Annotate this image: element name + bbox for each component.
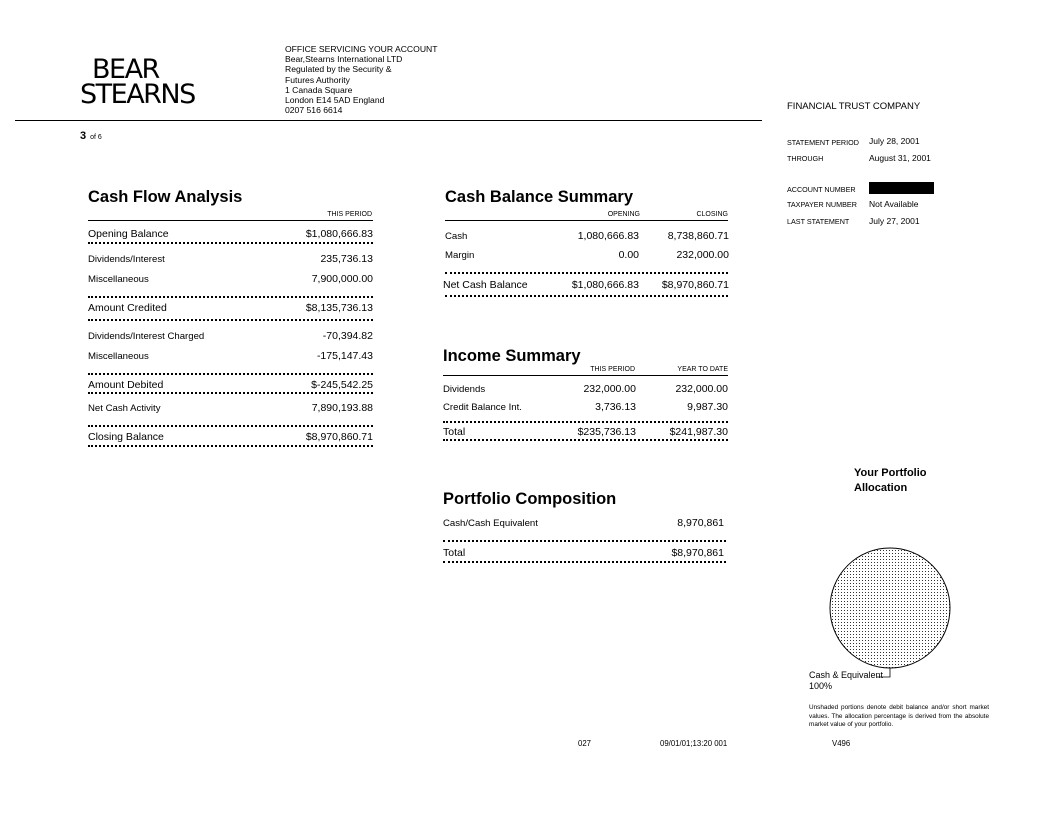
- cash-flow-row-label: Miscellaneous: [88, 351, 149, 362]
- dotted-rule: [88, 425, 373, 427]
- taxpayer-number-value: Not Available: [869, 199, 919, 209]
- cash-balance-opening: $1,080,666.83: [571, 279, 639, 291]
- cash-flow-rule: [88, 220, 373, 221]
- dotted-rule: [88, 319, 373, 321]
- dotted-rule: [88, 445, 373, 447]
- dotted-rule: [443, 421, 728, 423]
- portfolio-title: Portfolio Composition: [443, 490, 617, 508]
- account-number-label: ACCOUNT NUMBER: [787, 185, 856, 194]
- page-number-value: 3: [80, 130, 87, 142]
- cash-balance-closing: 232,000.00: [676, 249, 729, 261]
- allocation-title: [854, 466, 927, 496]
- office-line: OFFICE SERVICING YOUR ACCOUNT: [285, 44, 438, 54]
- office-line: 1 Canada Square: [285, 84, 353, 95]
- cash-flow-row-label: Dividends/Interest: [88, 254, 165, 265]
- office-address: [285, 44, 465, 115]
- office-line: London E14 5AD England: [285, 95, 385, 106]
- portfolio-row-label: Total: [443, 547, 466, 559]
- cash-flow-row-label: Opening Balance: [88, 228, 169, 240]
- cash-flow-title: Cash Flow Analysis: [88, 188, 243, 206]
- page-number: [80, 130, 102, 142]
- dotted-rule: [88, 392, 373, 394]
- through-value: August 31, 2001: [869, 153, 931, 163]
- cash-balance-closing: 8,738,860.71: [667, 230, 729, 242]
- allocation-title-line2: Allocation: [854, 482, 908, 494]
- col-closing: CLOSING: [696, 211, 728, 218]
- footer-timestamp: 09/01/01;13:20 001: [660, 739, 728, 748]
- dotted-rule: [443, 439, 728, 441]
- income-row-label: Total: [443, 426, 466, 438]
- cash-flow-col-header: THIS PERIOD: [327, 211, 372, 218]
- office-line: 0207 516 6614: [285, 105, 343, 116]
- logo-line-2: STEARNS: [80, 79, 195, 110]
- portfolio-row-value: $8,970,861: [671, 547, 724, 559]
- income-title: Income Summary: [443, 347, 581, 365]
- income-period: $235,736.13: [577, 426, 636, 438]
- logo-line-1: BEAR: [92, 54, 159, 85]
- footer-form-code: V496: [832, 739, 851, 748]
- cash-balance-row-label: Margin: [445, 250, 475, 261]
- pie-slice-cash-equivalent: [830, 548, 950, 668]
- cash-flow-row-label: Amount Credited: [88, 302, 167, 314]
- dotted-rule: [88, 373, 373, 375]
- page-of: of 6: [90, 134, 102, 141]
- statement-period-value: July 28, 2001: [869, 136, 920, 146]
- cash-flow-row-label: Net Cash Activity: [88, 403, 161, 414]
- income-period: 3,736.13: [595, 401, 636, 413]
- cash-flow-row-value: -70,394.82: [322, 330, 373, 342]
- bear-stearns-logo: [80, 54, 195, 110]
- cash-flow-row-label: Dividends/Interest Charged: [88, 331, 205, 342]
- cash-flow-row-value: 7,890,193.88: [311, 402, 373, 414]
- dotted-rule: [443, 561, 726, 563]
- allocation-title-line1: Your Portfolio: [854, 467, 927, 479]
- dotted-rule: [88, 296, 373, 298]
- portfolio-row-value: 8,970,861: [677, 517, 724, 529]
- footer-code: 027: [578, 739, 592, 748]
- allocation-pie-chart: [820, 538, 960, 678]
- income-row-label: Dividends: [443, 384, 486, 395]
- office-line: Bear,Stearns International LTD: [285, 54, 403, 65]
- cash-flow-row-label: Closing Balance: [88, 431, 164, 443]
- cash-balance-row-label: Net Cash Balance: [443, 279, 528, 291]
- statement-period-label: STATEMENT PERIOD: [787, 138, 859, 147]
- last-statement-label: LAST STATEMENT: [787, 217, 850, 226]
- through-label: THROUGH: [787, 154, 824, 163]
- cash-flow-row-value: 7,900,000.00: [311, 273, 373, 285]
- portfolio-row-label: Cash/Cash Equivalent: [443, 518, 538, 529]
- cash-balance-rule: [445, 220, 728, 221]
- last-statement-value: July 27, 2001: [869, 216, 920, 226]
- slice-label: Cash & Equivalent: [809, 670, 884, 680]
- col-opening: OPENING: [607, 211, 640, 218]
- office-line: Regulated by the Security &: [285, 64, 392, 75]
- income-period: 232,000.00: [583, 383, 636, 395]
- cash-flow-row-value: -175,147.43: [316, 350, 373, 362]
- slice-percent: 100%: [809, 681, 833, 691]
- cash-balance-closing: $8,970,860.71: [661, 279, 729, 291]
- office-line: Futures Authority: [285, 74, 350, 85]
- cash-flow-row-value: $1,080,666.83: [305, 228, 373, 240]
- income-ytd: 232,000.00: [675, 383, 728, 395]
- cash-balance-opening: 1,080,666.83: [577, 230, 639, 242]
- income-ytd: 9,987.30: [687, 401, 728, 413]
- taxpayer-number-label: TAXPAYER NUMBER: [787, 200, 857, 209]
- dotted-rule: [443, 540, 726, 542]
- header-rule: [15, 120, 762, 121]
- dotted-rule: [445, 295, 728, 297]
- cash-balance-row-label: Cash: [445, 231, 468, 242]
- cash-balance-opening: 0.00: [618, 249, 639, 261]
- account-number-redacted: [869, 182, 934, 194]
- dotted-rule: [88, 242, 373, 244]
- col-this-period: THIS PERIOD: [590, 366, 635, 373]
- allocation-note: Unshaded portions denote debit balance and/or short market values. The allocation percentage is derived from the absolute market value of your portfolio.: [809, 704, 989, 729]
- col-ytd: YEAR TO DATE: [677, 366, 728, 373]
- firm-name: FINANCIAL TRUST COMPANY: [787, 101, 921, 112]
- cash-flow-row-value: $8,970,860.71: [305, 431, 373, 443]
- dotted-rule: [445, 272, 728, 274]
- income-ytd: $241,987.30: [669, 426, 728, 438]
- income-rule: [443, 375, 728, 376]
- cash-balance-title: Cash Balance Summary: [445, 188, 634, 206]
- cash-flow-row-value: $8,135,736.13: [305, 302, 373, 314]
- cash-flow-row-value: $-245,542.25: [311, 379, 373, 391]
- cash-flow-row-label: Miscellaneous: [88, 274, 149, 285]
- cash-flow-row-value: 235,736.13: [320, 253, 373, 265]
- income-row-label: Credit Balance Int.: [443, 402, 522, 413]
- cash-flow-row-label: Amount Debited: [88, 379, 164, 391]
